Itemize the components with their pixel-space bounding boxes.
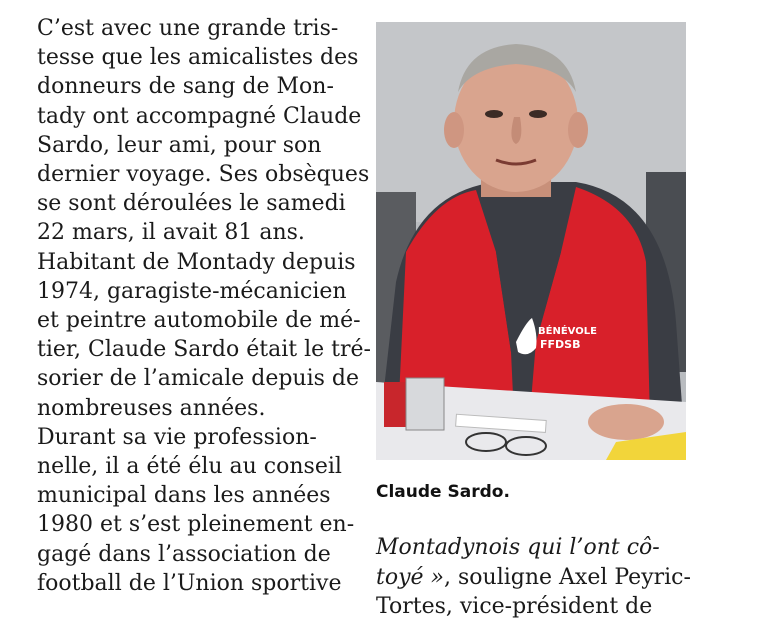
article-line: 1974, garagiste-mécanicien [37,278,347,304]
article-line: nelle, il a été élu au conseil [37,454,342,480]
portrait-illustration [376,22,686,460]
article-line: municipal dans les années [37,483,331,509]
article-line: football de l’Union sportive [37,570,342,596]
article-line [376,563,691,593]
article-line: C’est avec une grande tris- [37,16,339,41]
photo-block [376,22,688,502]
article-line: nombreuses années. [37,395,266,421]
article-line: 1980 et s’est pleinement en- [37,512,355,538]
article-line: tesse que les amicalistes des [37,45,359,71]
article-line: Habitant de Montady depuis [37,249,356,275]
article-line: 22 mars, il avait 81 ans. [37,220,305,246]
article-line: Tortes, vice-président de [376,594,653,619]
article-line: tier, Claude Sardo était le tré- [37,337,371,363]
photo-caption: Claude Sardo. [376,482,510,502]
article-line: tady ont accompagné Claude [37,103,362,129]
portrait-photo [376,22,686,460]
vest-logo-text-1: BÉNÉVOLE [538,326,597,337]
article-line: Sardo, leur ami, pour son [37,132,322,158]
article-line: Montadynois qui l’ont cô- [376,535,660,560]
article-line: et peintre automobile de mé- [37,308,361,334]
vest-logo-text-2: FFDSB [540,338,581,351]
article-column-left [37,14,371,598]
article-column-right [376,533,691,622]
article-line: dernier voyage. Ses obsèques [37,162,370,188]
article-line: se sont déroulées le samedi [37,191,346,217]
article-line: Durant sa vie profession- [37,424,317,450]
article-line: donneurs de sang de Mon- [37,74,334,100]
quote-attribution: , souligne Axel Peyric- [444,564,691,590]
quote-fragment: toyé » [376,564,444,590]
article-line: sorier de l’amicale depuis de [37,366,360,392]
article-line: gagé dans l’association de [37,541,331,567]
